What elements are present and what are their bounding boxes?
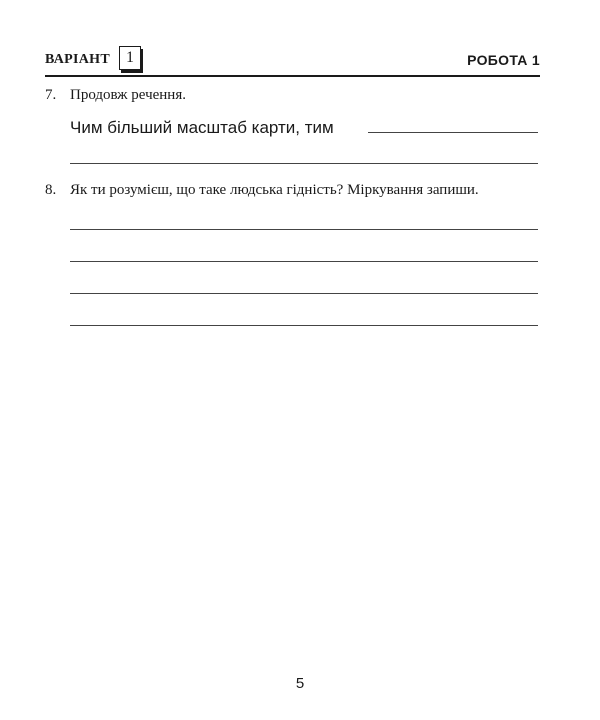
variant-number-box: 1 bbox=[119, 46, 141, 70]
page-header bbox=[45, 46, 540, 74]
header-divider bbox=[45, 75, 540, 77]
task-7-instruction: Продовж речення. bbox=[70, 87, 186, 103]
task-7-answer-line-1[interactable] bbox=[368, 132, 538, 133]
task-7-number: 7. bbox=[45, 87, 57, 103]
task-7-sentence-start: Чим більший масштаб карти, тим bbox=[70, 118, 334, 137]
task-8-answer-line-2[interactable] bbox=[70, 261, 538, 262]
task-8-answer-line-3[interactable] bbox=[70, 293, 538, 294]
task-7-answer-line-2[interactable] bbox=[70, 163, 538, 164]
task-8-answer-line-4[interactable] bbox=[70, 325, 538, 326]
task-8-number: 8. bbox=[45, 182, 57, 198]
page-number: 5 bbox=[295, 675, 305, 692]
task-8-instruction: Як ти розумієш, що таке людська гідність? Міркування запиши. bbox=[70, 182, 479, 198]
work-label: РОБОТА 1 bbox=[467, 52, 540, 68]
variant-label: ВАРІАНТ bbox=[45, 52, 111, 67]
task-8-answer-line-1[interactable] bbox=[70, 229, 538, 230]
